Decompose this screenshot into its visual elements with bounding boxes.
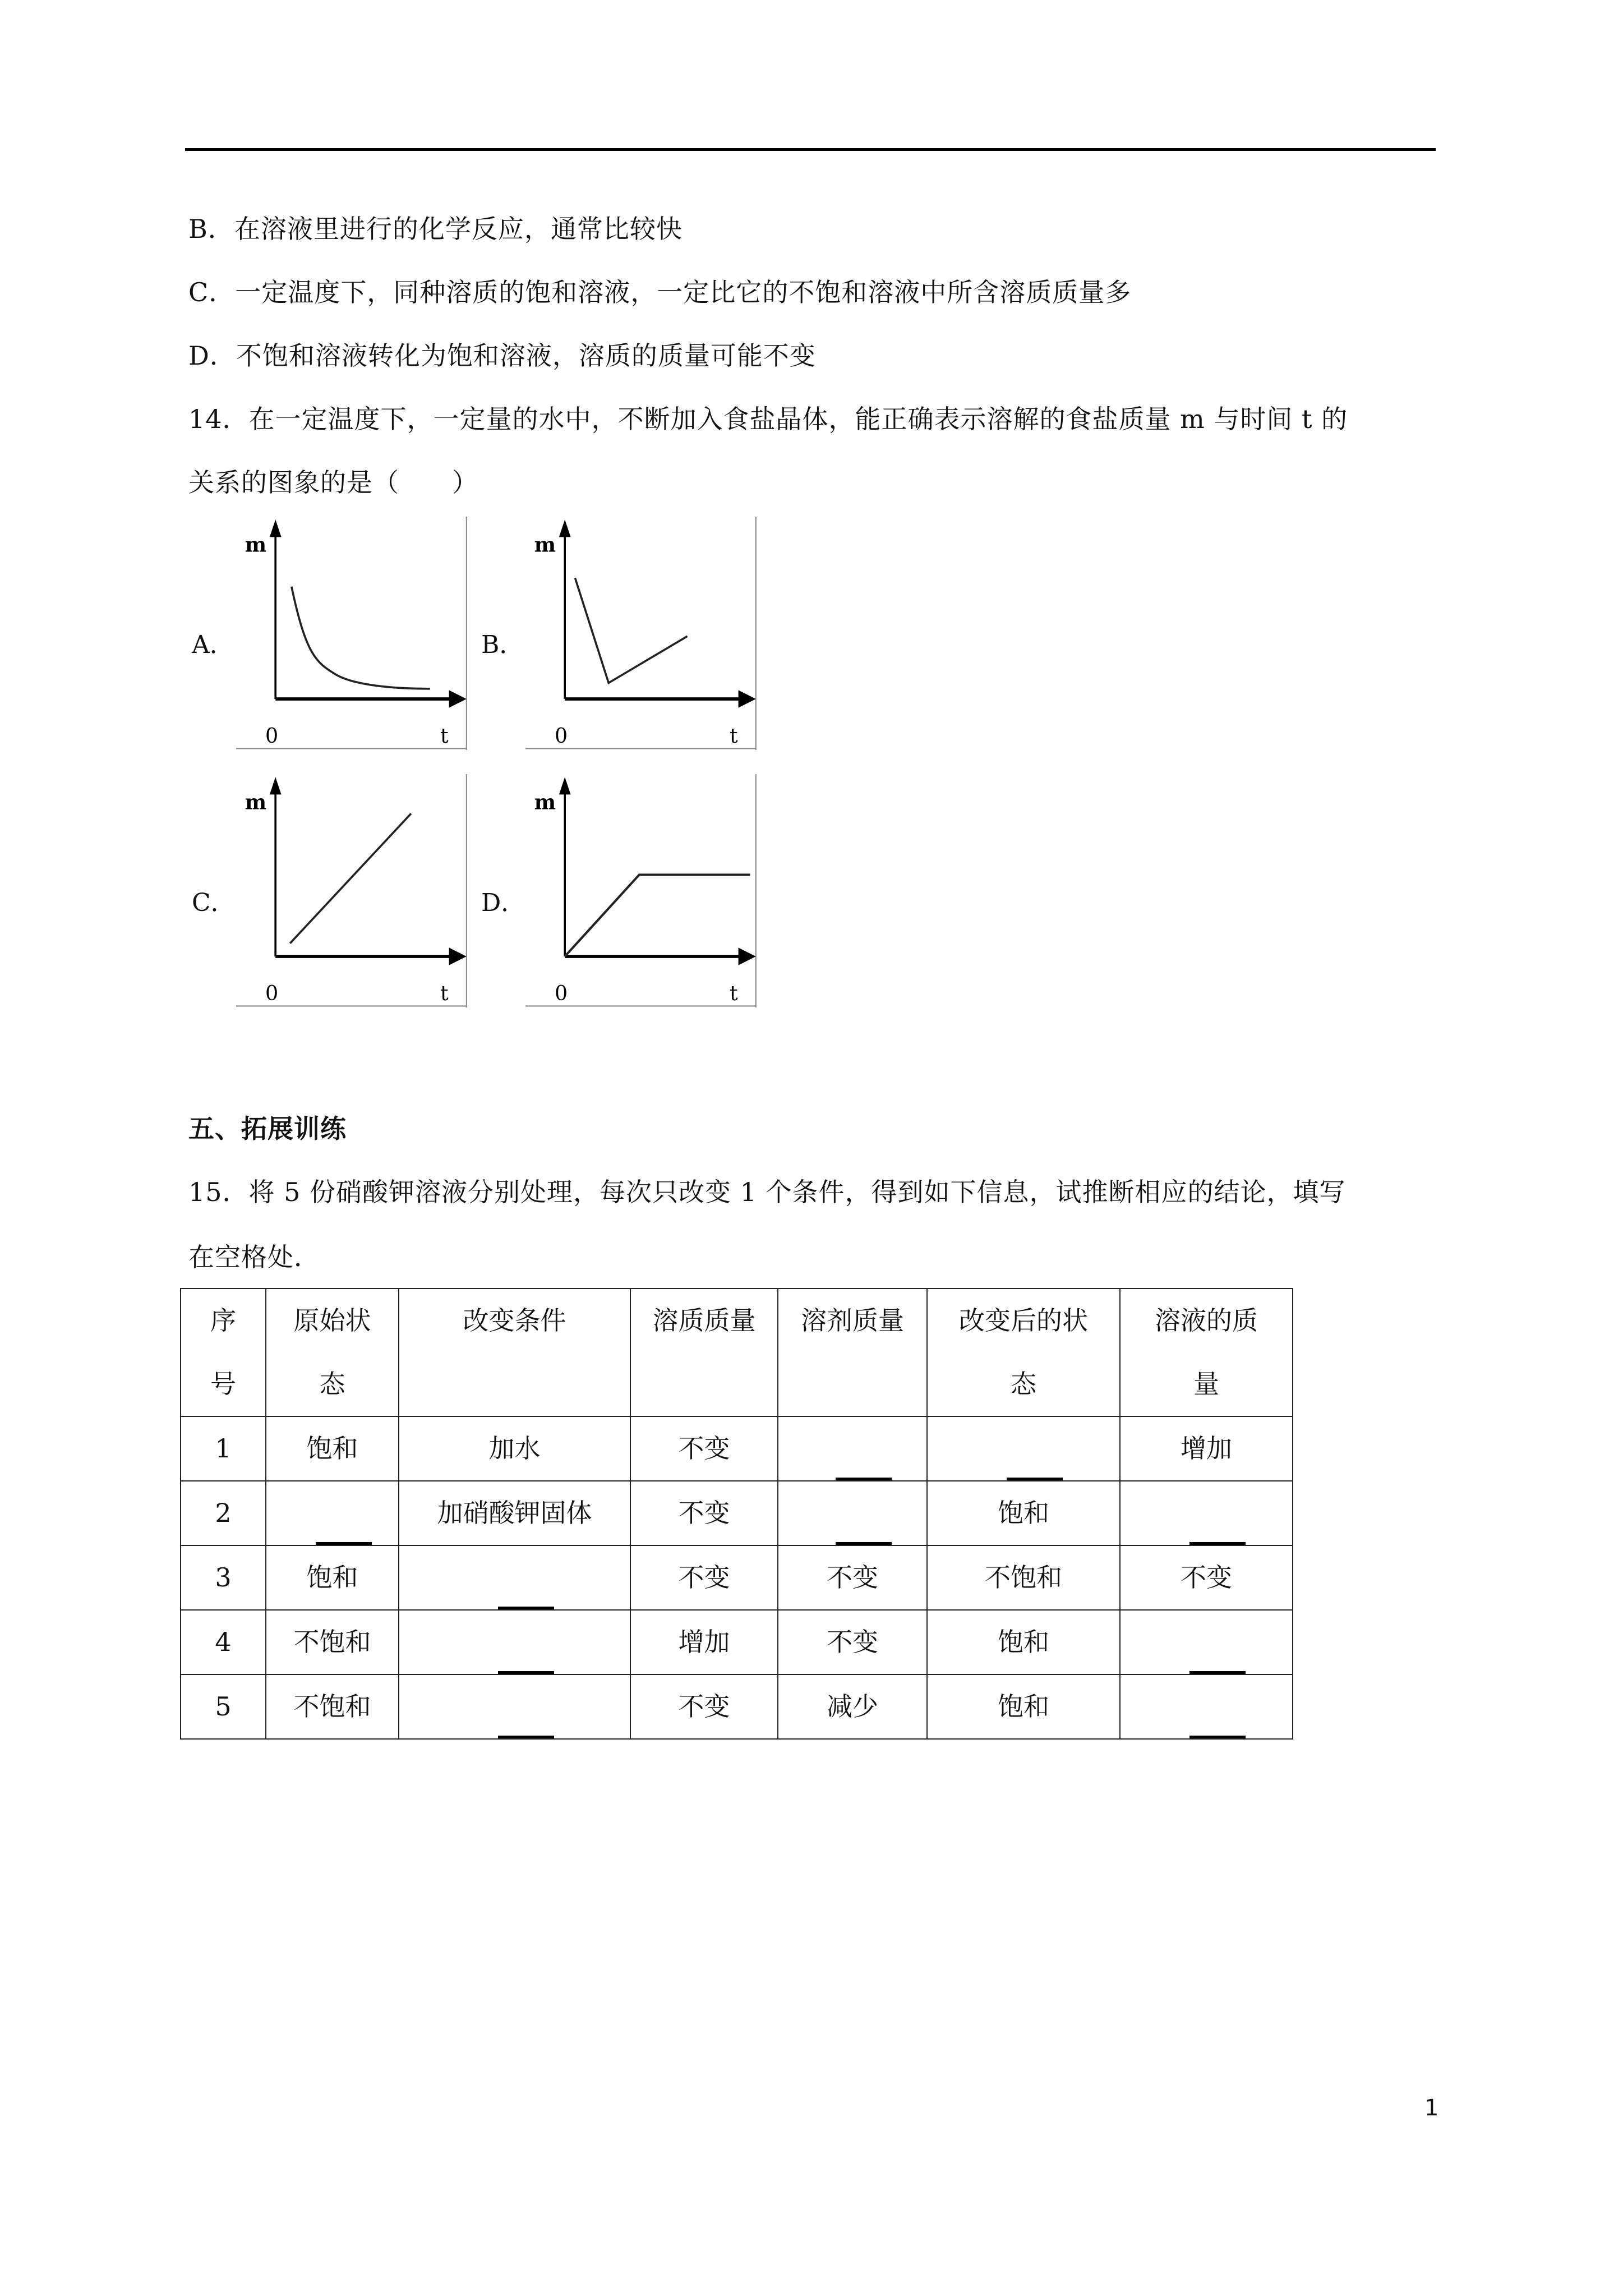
header-text: 原始状: [293, 1305, 371, 1336]
cell-text: 不饱和: [985, 1562, 1062, 1593]
graph-b[interactable]: [525, 517, 759, 750]
curve-decreasing: [292, 587, 430, 689]
y-axis-arrow-icon: [559, 519, 571, 537]
table-cell[interactable]: [778, 1481, 927, 1545]
table-cell: [927, 1545, 1120, 1610]
table-cell: [927, 1674, 1120, 1739]
graph-d-svg: [525, 774, 759, 1007]
header-rule: [185, 148, 1436, 151]
table-cell: [630, 1481, 778, 1545]
header-text: 改变条件: [463, 1305, 566, 1336]
table-cell[interactable]: [1120, 1481, 1293, 1545]
option-text: 在溶液里进行的化学反应，通常比较快: [234, 214, 683, 244]
cell-text: 饱和: [306, 1433, 358, 1464]
table-cell: [266, 1545, 399, 1610]
table-header-row: [181, 1289, 1293, 1416]
cell-text: 加硝酸钾固体: [437, 1498, 592, 1528]
cell-text: 不饱和: [293, 1627, 371, 1657]
origin-label: 0: [555, 981, 568, 1005]
x-axis-arrow-icon: [739, 947, 756, 965]
x-axis-label: t: [440, 724, 449, 748]
curve-plateau: [565, 875, 750, 956]
cell-text: 不变: [827, 1562, 878, 1593]
option-text: 一定温度下，同种溶质的饱和溶液，一定比它的不饱和溶液中所含溶质质量多: [235, 277, 1132, 307]
table-cell: [778, 1545, 927, 1610]
cell-text: 不饱和: [293, 1691, 371, 1722]
table-cell: [181, 1416, 266, 1481]
header-text: 溶质质量: [652, 1305, 756, 1336]
table-cell[interactable]: [778, 1416, 927, 1481]
graph-d-label: D．: [481, 889, 526, 917]
header-text: 序: [210, 1305, 236, 1336]
cell-text: 不变: [678, 1562, 730, 1593]
graph-c[interactable]: [236, 774, 469, 1007]
table-row: [181, 1545, 1293, 1610]
answer-blank[interactable]: [1189, 1643, 1246, 1674]
answer-blank[interactable]: [836, 1514, 892, 1545]
header-text: 溶液的质: [1155, 1305, 1258, 1336]
y-axis-arrow-icon: [270, 519, 282, 537]
header-text: 溶剂质量: [801, 1305, 904, 1336]
table-row: [181, 1674, 1293, 1739]
graph-d[interactable]: [525, 774, 759, 1007]
table-cell: [927, 1481, 1120, 1545]
table-cell: [1120, 1545, 1293, 1610]
answer-blank[interactable]: [836, 1450, 892, 1480]
header-cell: [630, 1289, 778, 1416]
cell-text: 加水: [488, 1433, 541, 1464]
cell-text: 2: [215, 1498, 232, 1528]
table-cell: [778, 1674, 927, 1739]
x-axis-arrow-icon: [449, 690, 467, 707]
table-cell: [266, 1610, 399, 1674]
header-cell: [1120, 1289, 1293, 1416]
section-heading: 五、拓展训练: [188, 1114, 347, 1144]
table-row: [181, 1416, 1293, 1481]
cell-text: 饱和: [998, 1627, 1049, 1657]
cell-text: 不变: [678, 1433, 730, 1464]
y-axis-arrow-icon: [559, 777, 571, 794]
y-axis-label: m: [534, 790, 556, 815]
answer-blank[interactable]: [316, 1514, 372, 1545]
graph-a[interactable]: [236, 517, 469, 750]
graph-a-svg: [236, 517, 469, 750]
q15-table: [180, 1288, 1293, 1740]
header-text: 态: [319, 1369, 345, 1399]
y-axis-arrow-icon: [270, 777, 282, 794]
x-axis-label: t: [440, 981, 449, 1005]
cell-text: 3: [215, 1562, 232, 1593]
cell-text: 减少: [827, 1691, 878, 1722]
answer-blank[interactable]: [498, 1643, 554, 1674]
table-cell: [778, 1610, 927, 1674]
table-cell: [1120, 1416, 1293, 1481]
table-cell: [181, 1481, 266, 1545]
cell-text: 饱和: [306, 1562, 358, 1593]
x-axis-arrow-icon: [449, 947, 467, 965]
header-cell: [181, 1289, 266, 1416]
table-body: [181, 1289, 1293, 1739]
q15-text-line2: 在空格处．: [188, 1242, 320, 1272]
curve-v-shape: [575, 578, 687, 683]
table-cell[interactable]: [1120, 1674, 1293, 1739]
header-cell: [778, 1289, 927, 1416]
option-label: B．: [188, 214, 234, 244]
option-text: 不饱和溶液转化为饱和溶液，溶质的质量可能不变: [236, 341, 816, 371]
header-text: 改变后的状: [959, 1305, 1088, 1336]
option-label: C．: [188, 277, 236, 307]
table-cell[interactable]: [399, 1674, 630, 1739]
table-row: [181, 1481, 1293, 1545]
header-text: 号: [210, 1369, 236, 1399]
cell-text: 饱和: [998, 1498, 1049, 1528]
curve-linear: [290, 813, 411, 943]
header-cell: [927, 1289, 1120, 1416]
origin-label: 0: [555, 724, 568, 748]
cell-text: 4: [215, 1627, 232, 1657]
table-cell: [399, 1416, 630, 1481]
table-cell: [630, 1674, 778, 1739]
cell-text: 增加: [1181, 1433, 1232, 1464]
cell-text: 不变: [678, 1498, 730, 1528]
answer-blank[interactable]: [1189, 1708, 1246, 1738]
header-cell: [266, 1289, 399, 1416]
graph-a-label: A．: [192, 631, 234, 659]
graph-c-svg: [236, 774, 469, 1007]
option-d-q13: [188, 339, 816, 372]
table-cell: [927, 1610, 1120, 1674]
x-axis-label: t: [730, 724, 738, 748]
x-axis-arrow-icon: [739, 690, 756, 707]
option-c-q13: [188, 275, 1131, 309]
table-cell: [630, 1416, 778, 1481]
y-axis-label: m: [245, 790, 267, 815]
table-cell: [266, 1674, 399, 1739]
cell-text: 饱和: [998, 1691, 1049, 1722]
table-cell[interactable]: [399, 1545, 630, 1610]
cell-text: 不变: [827, 1627, 878, 1657]
table-cell[interactable]: [399, 1610, 630, 1674]
table-cell: [181, 1674, 266, 1739]
cell-text: 增加: [678, 1627, 730, 1657]
option-b-q13: [188, 212, 683, 246]
q14-text-line1: 14．在一定温度下，一定量的水中，不断加入食盐晶体，能正确表示溶解的食盐质量 m 与时间 t 的: [188, 404, 1348, 434]
header-text: 态: [1011, 1369, 1036, 1399]
table-row: [181, 1610, 1293, 1674]
answer-blank[interactable]: [1189, 1514, 1246, 1545]
table-cell: [630, 1610, 778, 1674]
cell-text: 不变: [1181, 1562, 1232, 1593]
answer-blank[interactable]: [1007, 1450, 1063, 1480]
cell-text: 不变: [678, 1691, 730, 1722]
answer-blank[interactable]: [498, 1708, 554, 1738]
x-axis-label: t: [730, 981, 738, 1005]
header-text: 量: [1193, 1369, 1219, 1399]
cell-text: 1: [215, 1433, 232, 1464]
y-axis-label: m: [534, 532, 556, 557]
table-cell: [181, 1545, 266, 1610]
graph-c-label: C．: [192, 889, 236, 917]
page-number: 1: [1424, 2095, 1439, 2121]
cell-text: 5: [215, 1691, 232, 1722]
option-label: D．: [188, 341, 236, 371]
origin-label: 0: [265, 724, 279, 748]
table-cell: [181, 1610, 266, 1674]
table-cell: [266, 1416, 399, 1481]
header-cell: [399, 1289, 630, 1416]
answer-blank[interactable]: [498, 1579, 554, 1609]
table-cell: [630, 1545, 778, 1610]
q15-text-line1: 15．将 5 份硝酸钾溶液分别处理，每次只改变 1 个条件，得到如下信息，试推断相应的结论，填写: [188, 1177, 1346, 1207]
graph-b-svg: [525, 517, 759, 750]
table-cell[interactable]: [927, 1416, 1120, 1481]
q14-text-line2: 关系的图象的是（ ）: [188, 467, 478, 498]
graph-b-label: B．: [481, 631, 524, 659]
table-cell[interactable]: [1120, 1610, 1293, 1674]
y-axis-label: m: [245, 532, 267, 557]
table-cell: [399, 1481, 630, 1545]
origin-label: 0: [265, 981, 279, 1005]
table-cell[interactable]: [266, 1481, 399, 1545]
